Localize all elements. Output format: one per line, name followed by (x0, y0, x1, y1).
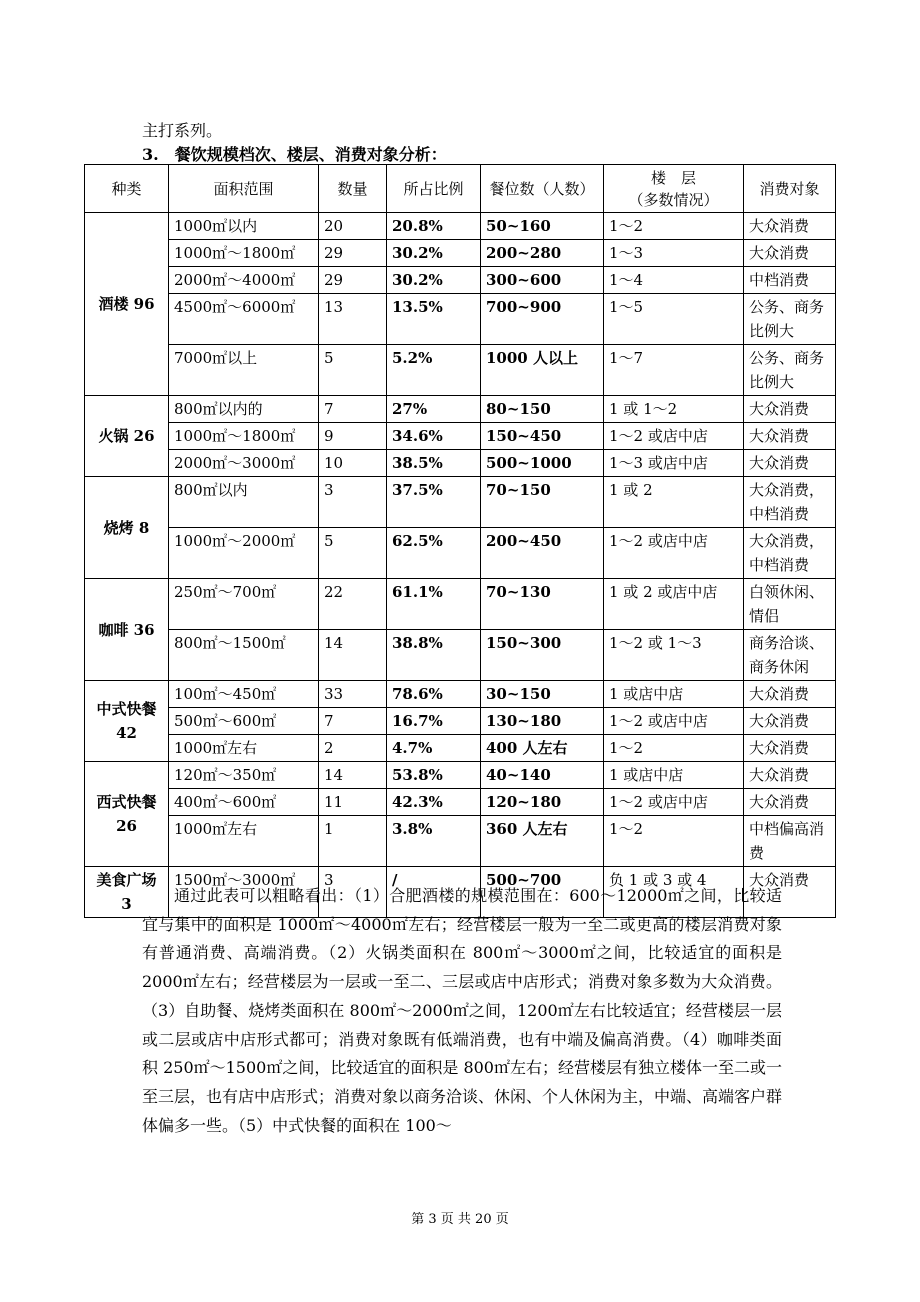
area-cell: 1000㎡～1800㎡ (169, 423, 319, 450)
count-cell: 3 (319, 477, 387, 528)
count-cell: 20 (319, 213, 387, 240)
floors-cell: 1～2 (604, 735, 744, 762)
table-row (85, 477, 836, 528)
table-header-row (85, 165, 836, 213)
table-row (85, 816, 836, 867)
area-cell: 1000㎡～1800㎡ (169, 240, 319, 267)
table-row (85, 579, 836, 630)
pct-cell: 62.5% (387, 528, 481, 579)
category-cell: 中式快餐 42 (85, 681, 169, 762)
pct-cell: 37.5% (387, 477, 481, 528)
count-cell: 33 (319, 681, 387, 708)
floors-cell: 1～2 (604, 213, 744, 240)
seats-cell: 200~280 (481, 240, 604, 267)
target-cell: 大众消费，中档消费 (744, 477, 836, 528)
floors-cell: 1 或 2 或店中店 (604, 579, 744, 630)
seats-cell: 360 人左右 (481, 816, 604, 867)
area-cell: 1000㎡以内 (169, 213, 319, 240)
target-cell: 大众消费 (744, 423, 836, 450)
floors-cell: 1～2 或店中店 (604, 789, 744, 816)
floors-cell: 1～4 (604, 267, 744, 294)
header-seats: 餐位数（人数） (481, 165, 604, 213)
floors-cell: 1～2 (604, 816, 744, 867)
count-cell: 14 (319, 762, 387, 789)
floors-cell: 1～2 或 1～3 (604, 630, 744, 681)
count-cell: 3 (319, 867, 387, 918)
count-cell: 13 (319, 294, 387, 345)
floors-cell: 1～2 或店中店 (604, 708, 744, 735)
pct-cell: 30.2% (387, 240, 481, 267)
target-cell: 大众消费 (744, 396, 836, 423)
floors-cell: 1 或店中店 (604, 681, 744, 708)
table-row (85, 630, 836, 681)
table-row (85, 681, 836, 708)
target-cell: 白领休闲、情侣 (744, 579, 836, 630)
area-cell: 800㎡以内的 (169, 396, 319, 423)
header-target: 消费对象 (744, 165, 836, 213)
section-heading: 3. 餐饮规模档次、楼层、消费对象分析： (142, 145, 447, 164)
category-cell: 美食广场 3 (85, 867, 169, 918)
seats-cell: 1000 人以上 (481, 345, 604, 396)
header-area: 面积范围 (169, 165, 319, 213)
area-cell: 800㎡以内 (169, 477, 319, 528)
seats-cell: 200~450 (481, 528, 604, 579)
category-cell: 西式快餐 26 (85, 762, 169, 867)
area-cell: 1000㎡左右 (169, 816, 319, 867)
floors-cell: 1 或 1～2 (604, 396, 744, 423)
pct-cell: / (387, 867, 481, 918)
count-cell: 5 (319, 528, 387, 579)
target-cell: 大众消费，中档消费 (744, 528, 836, 579)
count-cell: 2 (319, 735, 387, 762)
pct-cell: 61.1% (387, 579, 481, 630)
target-cell: 大众消费 (744, 789, 836, 816)
target-cell: 大众消费 (744, 762, 836, 789)
seats-cell: 30~150 (481, 681, 604, 708)
seats-cell: 40~140 (481, 762, 604, 789)
table-row (85, 240, 836, 267)
target-cell: 大众消费 (744, 735, 836, 762)
target-cell: 大众消费 (744, 867, 836, 918)
pct-cell: 38.5% (387, 450, 481, 477)
seats-cell: 150~450 (481, 423, 604, 450)
floors-cell: 1～3 或店中店 (604, 450, 744, 477)
target-cell: 大众消费 (744, 213, 836, 240)
floors-cell: 1 或 2 (604, 477, 744, 528)
area-cell: 120㎡～350㎡ (169, 762, 319, 789)
target-cell: 商务洽谈、商务休闲 (744, 630, 836, 681)
floors-cell: 1～2 或店中店 (604, 423, 744, 450)
pct-cell: 27% (387, 396, 481, 423)
floors-cell: 1～3 (604, 240, 744, 267)
area-cell: 800㎡～1500㎡ (169, 630, 319, 681)
area-cell: 2000㎡～4000㎡ (169, 267, 319, 294)
category-cell: 酒楼 96 (85, 213, 169, 396)
target-cell: 大众消费 (744, 450, 836, 477)
table-row (85, 528, 836, 579)
count-cell: 11 (319, 789, 387, 816)
area-cell: 500㎡～600㎡ (169, 708, 319, 735)
target-cell: 大众消费 (744, 240, 836, 267)
pct-cell: 42.3% (387, 789, 481, 816)
count-cell: 7 (319, 396, 387, 423)
floors-cell: 1 或店中店 (604, 762, 744, 789)
table-row (85, 450, 836, 477)
area-cell: 4500㎡～6000㎡ (169, 294, 319, 345)
area-cell: 2000㎡～3000㎡ (169, 450, 319, 477)
count-cell: 29 (319, 240, 387, 267)
table-row (85, 789, 836, 816)
pct-cell: 34.6% (387, 423, 481, 450)
table-row (85, 294, 836, 345)
target-cell: 公务、商务比例大 (744, 294, 836, 345)
header-pct: 所占比例 (387, 165, 481, 213)
seats-cell: 500~700 (481, 867, 604, 918)
target-cell: 中档偏高消费 (744, 816, 836, 867)
seats-cell: 130~180 (481, 708, 604, 735)
table-row (85, 762, 836, 789)
seats-cell: 70~150 (481, 477, 604, 528)
seats-cell: 400 人左右 (481, 735, 604, 762)
category-cell: 烧烤 8 (85, 477, 169, 579)
count-cell: 5 (319, 345, 387, 396)
floors-cell: 1～2 或店中店 (604, 528, 744, 579)
analysis-paragraph (142, 882, 782, 1140)
paragraph-text: 通过此表可以粗略看出：（1）合肥酒楼的规模范围在：600～12000㎡之间，比较适宜与集中的面积是 1000㎡～4000㎡左右；经营楼层一般为一至二或更高的楼层消费对象有普通消费、高端消费。（2）火锅类面积在 800㎡～3000㎡之间，比较适宜的面积是 2000㎡左右；经营楼层为一层或一至二、三层或店中店形式；消费对象多数为大众消费。（3）自助餐、烧烤类面积在 800㎡～2000㎡之间，1200㎡左右比较适宜；经营楼层一层或二层或店中店形式都可；消费对象既有低端消费，也有中端及偏高消费。（4）咖啡类面积 250㎡～1500㎡之间，比较适宜的面积是 800㎡左右；经营楼层有独立楼体一至二或一至三层，也有店中店形式；消费对象以商务洽谈、休闲、个人休闲为主，中端、高端客户群体偏多一些。（5）中式快餐的面积在 100～ (142, 886, 783, 1135)
table-row (85, 396, 836, 423)
seats-cell: 80~150 (481, 396, 604, 423)
page-footer: 第 3 页 共 20 页 (411, 1212, 509, 1227)
area-cell: 250㎡～700㎡ (169, 579, 319, 630)
restaurant-analysis-table (84, 164, 836, 918)
category-cell: 火锅 26 (85, 396, 169, 477)
count-cell: 1 (319, 816, 387, 867)
target-cell: 中档消费 (744, 267, 836, 294)
seats-cell: 120~180 (481, 789, 604, 816)
count-cell: 7 (319, 708, 387, 735)
pct-cell: 3.8% (387, 816, 481, 867)
pct-cell: 30.2% (387, 267, 481, 294)
header-count: 数量 (319, 165, 387, 213)
header-category: 种类 (85, 165, 169, 213)
seats-cell: 50~160 (481, 213, 604, 240)
seats-cell: 500~1000 (481, 450, 604, 477)
table-row (85, 345, 836, 396)
seats-cell: 700~900 (481, 294, 604, 345)
area-cell: 7000㎡以上 (169, 345, 319, 396)
table-row (85, 423, 836, 450)
pct-cell: 20.8% (387, 213, 481, 240)
area-cell: 1000㎡～2000㎡ (169, 528, 319, 579)
seats-cell: 300~600 (481, 267, 604, 294)
category-cell: 咖啡 36 (85, 579, 169, 681)
table-row (85, 735, 836, 762)
area-cell: 1000㎡左右 (169, 735, 319, 762)
pct-cell: 4.7% (387, 735, 481, 762)
table-row (85, 708, 836, 735)
pct-cell: 13.5% (387, 294, 481, 345)
floors-cell: 负 1 或 3 或 4 (604, 867, 744, 918)
table-row (85, 267, 836, 294)
pct-cell: 5.2% (387, 345, 481, 396)
area-cell: 100㎡～450㎡ (169, 681, 319, 708)
pct-cell: 38.8% (387, 630, 481, 681)
count-cell: 29 (319, 267, 387, 294)
header-floors: 楼 层 （多数情况） (604, 165, 744, 213)
pct-cell: 16.7% (387, 708, 481, 735)
table-row (85, 213, 836, 240)
pct-cell: 53.8% (387, 762, 481, 789)
target-cell: 公务、商务比例大 (744, 345, 836, 396)
count-cell: 9 (319, 423, 387, 450)
target-cell: 大众消费 (744, 708, 836, 735)
seats-cell: 70~130 (481, 579, 604, 630)
floors-cell: 1～5 (604, 294, 744, 345)
count-cell: 10 (319, 450, 387, 477)
floors-cell: 1～7 (604, 345, 744, 396)
count-cell: 14 (319, 630, 387, 681)
intro-line: 主打系列。 (142, 121, 223, 140)
pct-cell: 78.6% (387, 681, 481, 708)
area-cell: 1500㎡～3000㎡ (169, 867, 319, 918)
seats-cell: 150~300 (481, 630, 604, 681)
area-cell: 400㎡～600㎡ (169, 789, 319, 816)
target-cell: 大众消费 (744, 681, 836, 708)
count-cell: 22 (319, 579, 387, 630)
